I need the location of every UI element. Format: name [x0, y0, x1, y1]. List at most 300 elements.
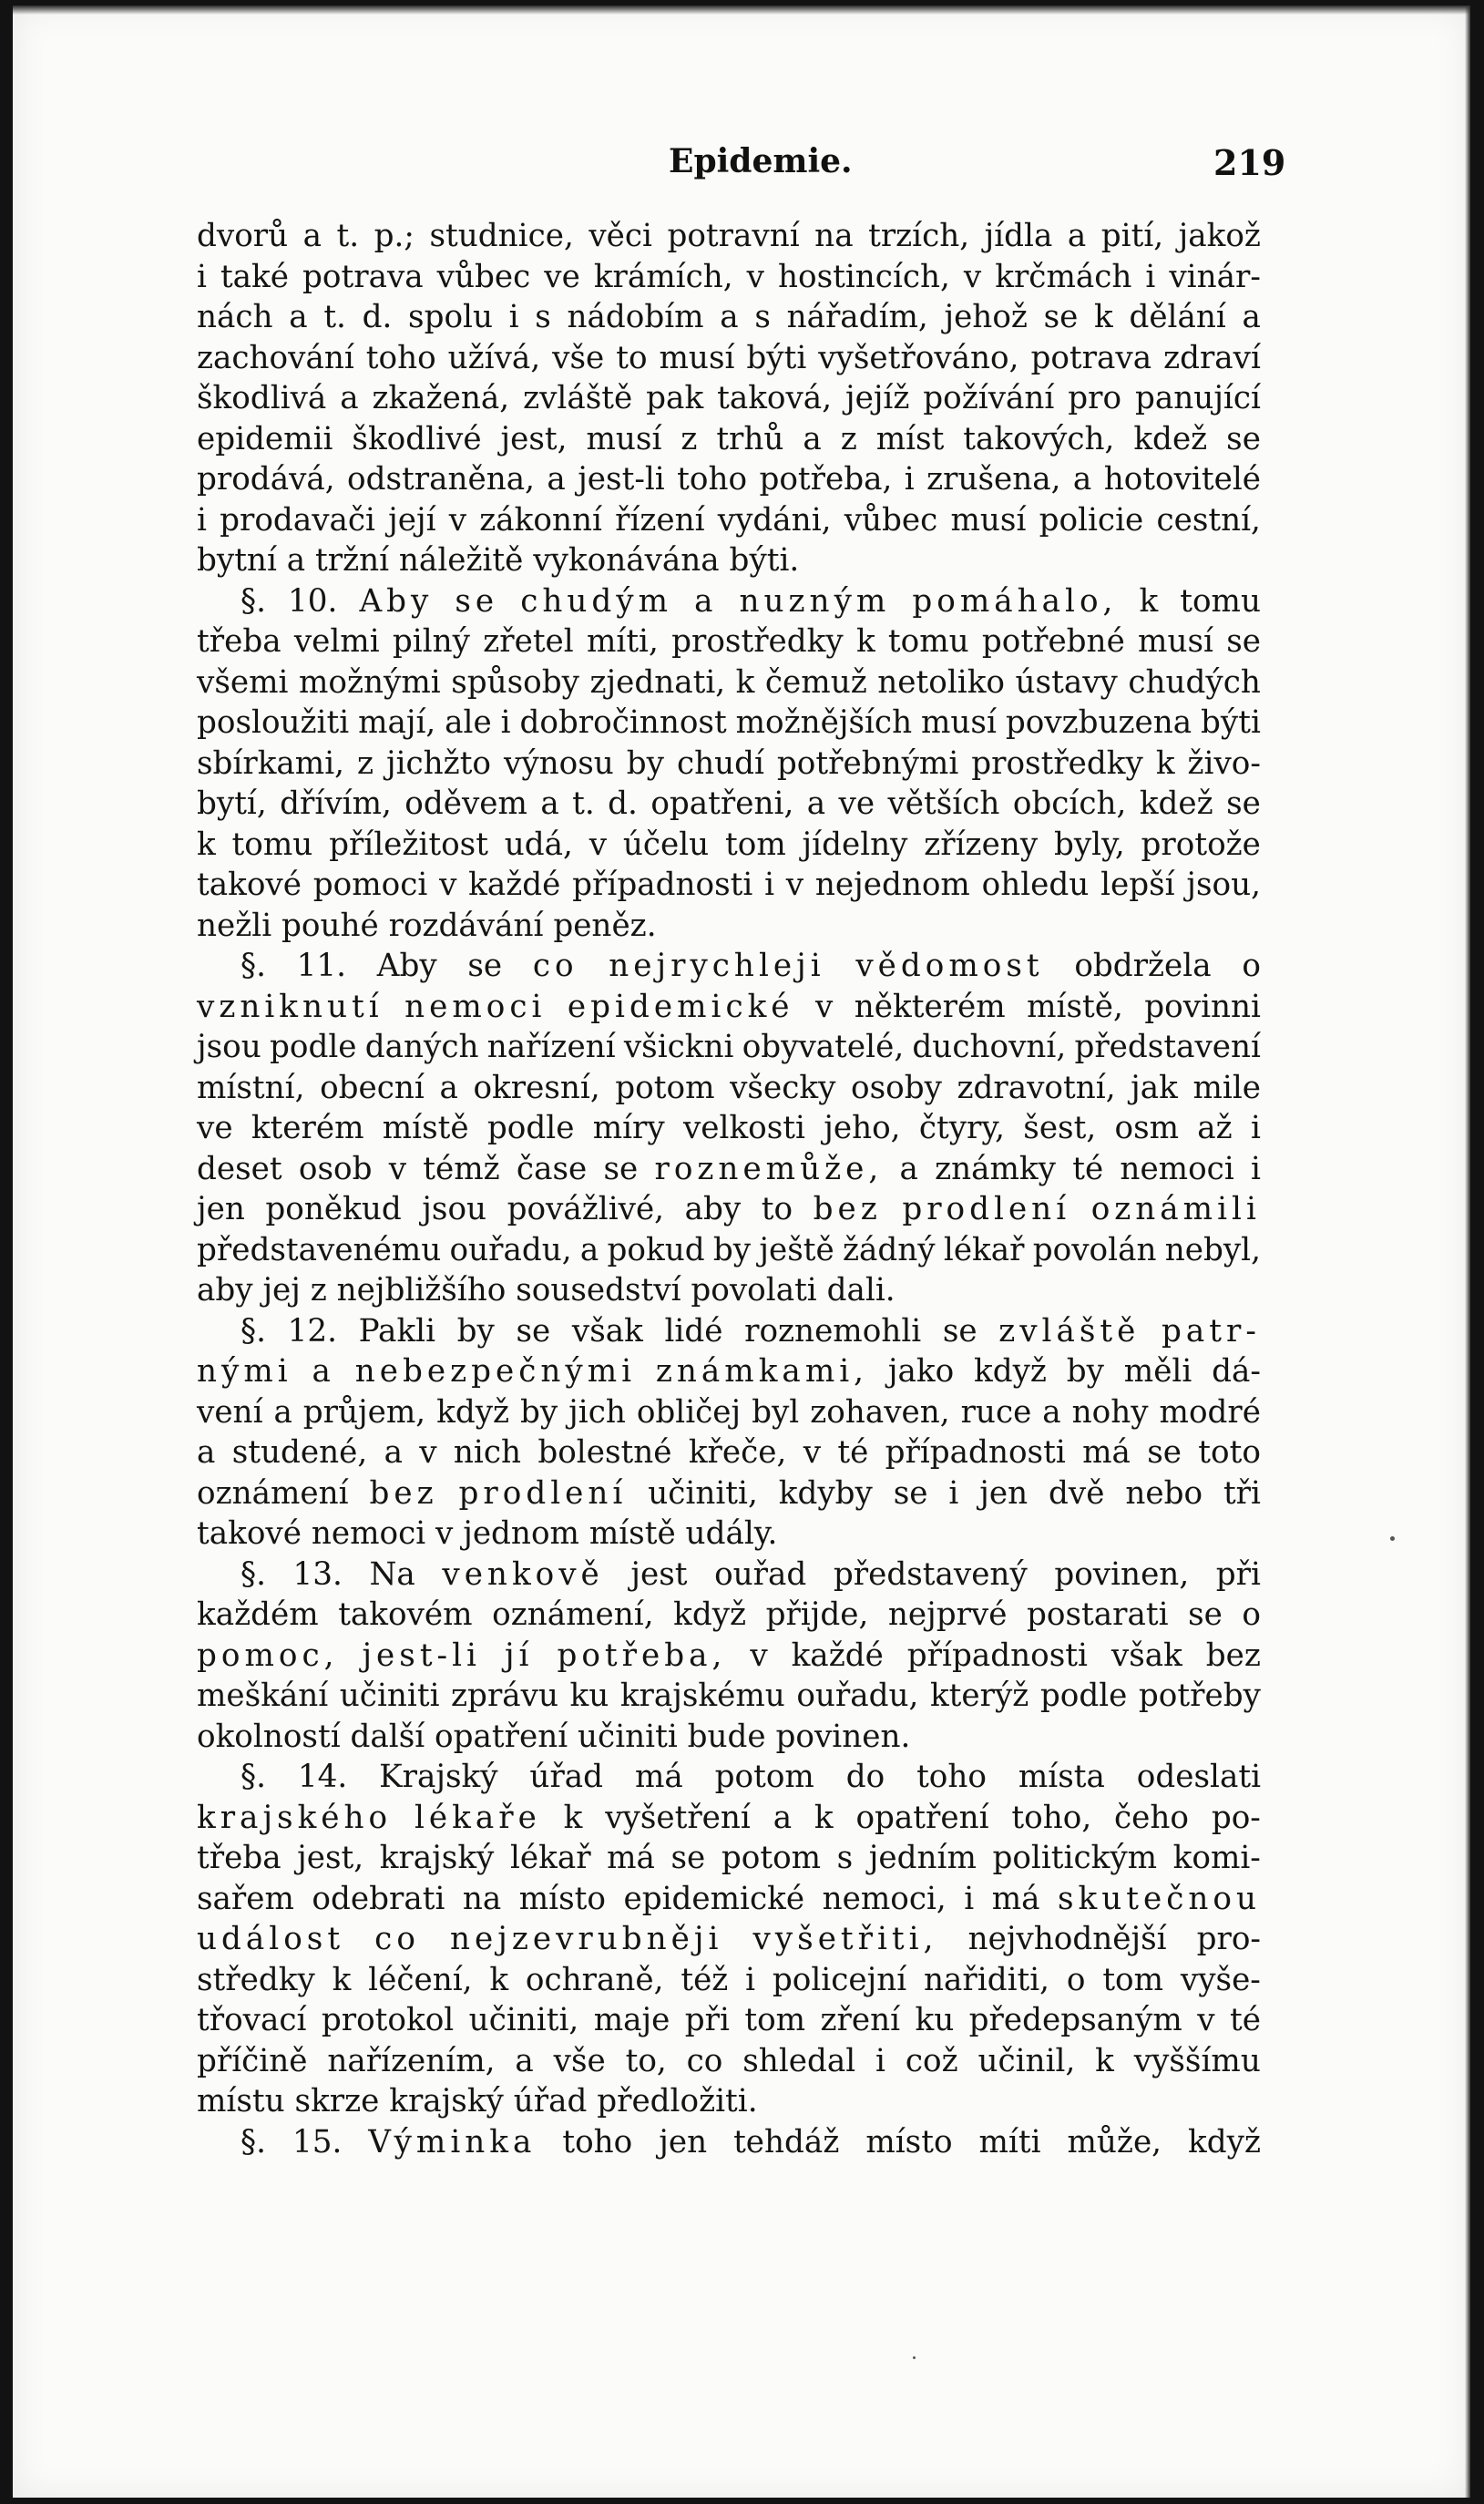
word: léčení,: [368, 1961, 473, 1998]
word: k: [814, 1799, 834, 1836]
text-line: [197, 1960, 1261, 2001]
text-line: [197, 419, 1261, 460]
word: jichžto: [385, 744, 492, 782]
word: toho: [916, 1759, 987, 1795]
speck-mark: [1390, 1536, 1395, 1541]
spaced-word: prodlení: [902, 1191, 1071, 1227]
word: vše: [553, 2042, 606, 2079]
word: potřeby: [1138, 1678, 1261, 1714]
word: povinen,: [1054, 1555, 1190, 1593]
word: možnějších: [735, 704, 913, 741]
word: podle: [269, 1029, 357, 1065]
word: policejní: [772, 1961, 907, 1998]
word: trzích,: [868, 218, 970, 254]
word: nařízení: [486, 1029, 616, 1065]
word: a: [1242, 299, 1261, 335]
word: nádobím: [567, 299, 704, 335]
spaced-word: a: [694, 582, 718, 620]
word: a: [384, 1434, 403, 1471]
word: Aby: [376, 948, 437, 984]
word: čeho: [1114, 1799, 1190, 1836]
word: sařem: [197, 1880, 294, 1917]
word: lékař: [509, 1840, 591, 1876]
word: opatření: [855, 1799, 989, 1836]
text-line: [197, 2000, 1261, 2041]
word: toho: [562, 2123, 633, 2160]
word: k: [197, 826, 216, 863]
word: až: [1197, 1110, 1233, 1146]
word: zdraví: [1163, 339, 1261, 376]
word: míry: [592, 1110, 665, 1146]
word: zprávu: [451, 1678, 559, 1714]
word: a: [302, 218, 322, 254]
spaced-word: potřeba,: [557, 1637, 727, 1674]
word: to,: [625, 2042, 667, 2079]
word: prodává,: [197, 461, 335, 498]
word: netoliko: [877, 663, 1005, 701]
spaced-word: lékaře: [414, 1799, 541, 1836]
word: a: [540, 785, 559, 822]
word: jako: [887, 1353, 955, 1390]
text-line: [197, 825, 1261, 866]
word: musí: [659, 339, 735, 376]
word: v: [439, 867, 457, 903]
word: ruce: [960, 1393, 1032, 1431]
word: potravní: [667, 218, 800, 254]
word: jak: [1131, 1069, 1178, 1106]
word: v: [448, 501, 467, 539]
word: ale: [445, 704, 492, 741]
word: studnice,: [429, 218, 574, 254]
word: bez: [1205, 1637, 1261, 1674]
word: v: [803, 1434, 822, 1471]
text-line: [197, 662, 1261, 703]
text-line: [197, 1351, 1261, 1392]
word: každém: [197, 1596, 319, 1633]
word: a: [1067, 218, 1087, 254]
word: krčmách: [995, 258, 1132, 295]
word: vůbec: [436, 258, 531, 295]
word: komi-: [1172, 1840, 1261, 1876]
word: ku: [915, 2002, 955, 2038]
word: i: [904, 461, 915, 498]
word: vyšetřováno,: [818, 339, 1019, 376]
spaced-word: Výminka: [368, 2123, 537, 2160]
word: jich: [568, 1393, 626, 1431]
word: se: [893, 1474, 928, 1512]
word: povinni: [1144, 988, 1261, 1025]
word: všecky: [730, 1069, 836, 1106]
word: a: [439, 1069, 458, 1106]
word: představený: [833, 1555, 1028, 1593]
word: místo: [865, 2123, 953, 2160]
word: v: [750, 1637, 768, 1674]
word: a: [773, 1799, 793, 1836]
text-line: [197, 1514, 1261, 1555]
word: povolán: [1032, 1231, 1157, 1268]
text-line: [197, 1555, 1261, 1596]
spaced-word: vzniknutí: [197, 988, 384, 1025]
body-text: [197, 216, 1261, 2162]
word: k: [1095, 2042, 1114, 2079]
word: když: [973, 1353, 1047, 1390]
word: učinil,: [977, 2042, 1076, 2079]
text-run: nežli pouhé rozdávání peněz.: [197, 907, 657, 944]
text-line: [197, 2081, 1261, 2122]
word: spůsoby: [451, 663, 579, 701]
word: zkažená,: [372, 380, 510, 416]
word: všemi: [197, 663, 289, 701]
word: v: [814, 988, 834, 1025]
word: roznemohli: [744, 1312, 922, 1349]
word: pro: [1068, 380, 1122, 416]
page-right-edge: [1465, 5, 1470, 2498]
text-line: [197, 216, 1261, 257]
spaced-word: nemoci: [404, 988, 547, 1025]
text-line: [197, 1919, 1261, 1960]
word: a: [340, 380, 359, 416]
word: chudých: [1128, 663, 1261, 701]
spaced-word: pomáhalo,: [912, 582, 1118, 620]
text-line: [197, 1798, 1261, 1839]
word: z: [840, 420, 857, 457]
word: jest,: [297, 1840, 364, 1876]
text-line: [197, 378, 1261, 419]
text-line: [197, 946, 1261, 987]
text-run: okolností další opatření učiniti bude povinen.: [197, 1718, 911, 1755]
word: měli: [1123, 1353, 1192, 1390]
word: byl: [752, 1393, 800, 1431]
word: prostředky: [971, 744, 1143, 782]
word: škodlivá: [197, 380, 327, 416]
word: má: [1082, 1434, 1131, 1471]
word: po-: [1211, 1799, 1261, 1836]
word: zachování: [197, 339, 354, 376]
word: žádný: [843, 1231, 936, 1268]
word: býti: [1201, 704, 1261, 741]
word: z: [357, 744, 374, 782]
word: §.: [241, 582, 266, 620]
word: ku: [569, 1678, 609, 1714]
word: obyvatelé,: [742, 1029, 905, 1065]
word: i: [1251, 1150, 1261, 1187]
text-line: [197, 1757, 1261, 1798]
word: protože: [1141, 826, 1261, 863]
spaced-word: nejzevrubněji: [449, 1921, 723, 1957]
word: shledal: [742, 2042, 856, 2079]
word: hostincích,: [777, 258, 950, 295]
book-page: [13, 5, 1470, 2498]
word: ve: [197, 1110, 233, 1146]
word: sbírkami,: [197, 744, 345, 782]
word: té: [837, 1434, 869, 1471]
word: čase: [516, 1150, 588, 1187]
word: má: [634, 1759, 683, 1795]
word: jejíž: [844, 380, 910, 416]
word: třeba: [197, 1840, 281, 1876]
word: v: [588, 826, 608, 863]
word: lékař: [943, 1231, 1025, 1268]
word: do: [845, 1759, 885, 1795]
running-title: Epidemie.: [669, 142, 853, 180]
word: jen: [979, 1474, 1029, 1512]
word: příležitost: [329, 826, 488, 863]
word: s: [535, 299, 551, 335]
word: jest,: [500, 420, 568, 457]
word: vše: [552, 339, 605, 376]
word: zdravotní,: [957, 1069, 1116, 1106]
word: §.: [241, 1312, 266, 1349]
word: místě,: [1027, 988, 1123, 1025]
word: osoby: [850, 1069, 942, 1106]
word: i: [875, 2042, 885, 2079]
word: s: [836, 1840, 854, 1876]
spaced-word: se: [455, 582, 499, 620]
word: učiniti,: [648, 1474, 758, 1512]
word: a: [1072, 461, 1092, 498]
word: hotovitelé: [1103, 461, 1261, 498]
spaced-word: Aby: [359, 582, 434, 620]
word: byly,: [1053, 826, 1125, 863]
word: jehož: [944, 299, 1028, 335]
spaced-word: vyšetřiti,: [752, 1921, 938, 1957]
word: nebyl,: [1164, 1231, 1261, 1268]
word: kterém: [251, 1110, 364, 1146]
text-line: [197, 500, 1261, 541]
word: odebrati: [312, 1880, 445, 1917]
word: kterýž: [929, 1678, 1029, 1714]
word: ochraně,: [525, 1961, 664, 1998]
word: d.: [608, 785, 638, 822]
word: na: [814, 218, 854, 254]
spaced-word: událost: [197, 1921, 345, 1957]
word: lepší: [1100, 867, 1175, 903]
text-run: bytní a tržní náležitě vykonávána býti.: [197, 542, 800, 579]
word: při: [1215, 1555, 1261, 1593]
word: obdržela: [1074, 948, 1212, 984]
text-line: [197, 1473, 1261, 1514]
word: zřízeny: [924, 826, 1039, 863]
word: odstraněna,: [347, 461, 536, 498]
spaced-word: roznemůže,: [654, 1150, 884, 1187]
word: 15.: [292, 2123, 343, 2160]
word: a: [579, 1231, 599, 1268]
word: prostředky: [671, 623, 844, 660]
word: se: [603, 1150, 639, 1187]
word: spolu: [408, 299, 493, 335]
word: a: [899, 1150, 918, 1187]
word: zvláště: [523, 380, 633, 416]
word: i: [1250, 1110, 1261, 1146]
word: jakož: [1178, 218, 1261, 254]
word: t.: [336, 218, 360, 254]
word: modré: [1159, 1393, 1261, 1431]
text-line: [197, 257, 1261, 298]
word: pomoci: [312, 867, 428, 903]
text-line: [197, 1432, 1261, 1473]
word: potom: [714, 1759, 814, 1795]
word: křeče,: [688, 1434, 787, 1471]
word: k: [489, 1961, 509, 1998]
word: udá,: [504, 826, 573, 863]
word: k: [332, 1961, 352, 1998]
word: však: [571, 1312, 643, 1349]
word: užívá,: [447, 339, 541, 376]
word: v: [963, 258, 982, 295]
word: též: [681, 1961, 729, 1998]
word: jen: [197, 1191, 245, 1227]
word: i: [745, 1961, 756, 1998]
word: každé: [468, 867, 561, 903]
word: ouřadu,: [796, 1678, 919, 1714]
word: trhů: [716, 420, 784, 457]
word: by: [520, 1393, 558, 1431]
text-line: [197, 459, 1261, 500]
text-line: [197, 784, 1261, 825]
word: případnosti: [906, 1637, 1088, 1674]
word: potrava: [1030, 339, 1152, 376]
word: má: [991, 1880, 1040, 1917]
word: taková,: [717, 380, 833, 416]
word: však: [1110, 1637, 1182, 1674]
word: tři: [1223, 1474, 1261, 1512]
word: povzbuzena: [1005, 704, 1192, 741]
word: ouřad: [714, 1555, 807, 1593]
spaced-word: venkově: [442, 1555, 604, 1593]
text-line: [197, 703, 1261, 744]
word: by: [626, 744, 664, 782]
word: §.: [241, 1555, 266, 1593]
spaced-word: oznámili: [1090, 1191, 1261, 1227]
text-run: takové nemoci v jednom místě udály.: [197, 1515, 778, 1552]
spaced-word: pomoc,: [197, 1637, 339, 1674]
text-line: [197, 1270, 1261, 1311]
text-line: [197, 744, 1261, 785]
word: pilný: [392, 623, 470, 660]
word: tom: [1102, 1961, 1164, 1998]
word: osob: [298, 1150, 373, 1187]
spaced-word: co: [374, 1921, 420, 1957]
word: představení: [1074, 1029, 1261, 1065]
word: může,: [1067, 2123, 1162, 2160]
word: Pakli: [358, 1312, 436, 1349]
word: 11.: [296, 948, 347, 984]
word: bolestné: [537, 1434, 672, 1471]
word: k: [855, 623, 875, 660]
text-line: [197, 2041, 1261, 2082]
text-line: [197, 906, 1261, 947]
word: 14.: [297, 1759, 348, 1795]
word: se: [516, 1312, 551, 1349]
word: potom: [615, 1069, 715, 1106]
word: by: [456, 1312, 495, 1349]
word: ouřadu,: [449, 1231, 572, 1268]
word: průjem,: [302, 1393, 426, 1431]
word: nejprvé: [887, 1596, 1008, 1633]
spaced-word: a: [312, 1353, 335, 1390]
word: a: [515, 2042, 534, 2079]
word: jsou,: [1186, 867, 1261, 903]
text-line: [197, 1149, 1261, 1190]
word: zřetel: [483, 623, 574, 660]
word: se: [942, 1312, 977, 1349]
word: nemoci,: [822, 1880, 947, 1917]
word: se: [670, 1840, 706, 1876]
word: oznámení: [197, 1474, 349, 1512]
word: zření: [820, 2002, 901, 2038]
word: pití,: [1100, 218, 1164, 254]
word: nohy: [1071, 1393, 1149, 1431]
spaced-word: známkami,: [655, 1353, 869, 1390]
word: řízení: [615, 501, 705, 539]
word: 10.: [288, 582, 338, 620]
word: poněkud: [265, 1191, 402, 1227]
word: čemuž: [764, 663, 867, 701]
word: i: [500, 704, 511, 741]
word: epidemické: [623, 1880, 805, 1917]
word: i: [508, 299, 519, 335]
word: potřeba,: [759, 461, 893, 498]
word: pak: [646, 380, 704, 416]
word: nich: [453, 1434, 522, 1471]
word: míti: [978, 2123, 1041, 2160]
spaced-word: bez: [813, 1191, 882, 1227]
word: případnosti: [572, 867, 753, 903]
word: místo: [518, 1880, 606, 1917]
word: kdež: [1139, 785, 1213, 822]
word: mají,: [358, 704, 436, 741]
word: jest: [630, 1555, 688, 1593]
word: osm: [1114, 1110, 1180, 1146]
word: ještě: [759, 1231, 834, 1268]
word: k: [1155, 744, 1175, 782]
word: i: [1145, 258, 1156, 295]
spaced-word: bez: [369, 1474, 438, 1512]
word: §.: [241, 948, 266, 984]
word: cestní,: [1156, 501, 1261, 539]
word: Na: [369, 1555, 415, 1593]
word: v: [746, 258, 764, 295]
word: středky: [197, 1961, 315, 1998]
word: duchovní,: [912, 1029, 1067, 1065]
word: požívání: [923, 380, 1055, 416]
word: toho,: [1011, 1799, 1092, 1836]
word: krámích,: [593, 258, 733, 295]
word: o: [1242, 1596, 1261, 1633]
word: takové: [197, 867, 302, 903]
word: velkosti: [682, 1110, 805, 1146]
word: v: [785, 867, 804, 903]
word: to: [761, 1191, 793, 1227]
word: toho: [365, 339, 436, 376]
word: krajský: [379, 1840, 495, 1876]
word: nejvhodnější: [967, 1921, 1167, 1957]
word: potom: [721, 1840, 822, 1876]
word: nářadím,: [786, 299, 928, 335]
word: k: [1139, 582, 1159, 620]
word: policie: [1039, 501, 1144, 539]
spaced-word: vědomost: [855, 948, 1044, 984]
word: věci: [588, 218, 652, 254]
word: v: [1197, 2002, 1215, 2038]
text-line: [197, 1392, 1261, 1433]
word: panující: [1135, 380, 1261, 416]
word: má: [607, 1840, 655, 1876]
word: všickni: [623, 1029, 734, 1065]
word: toto: [1198, 1434, 1261, 1471]
word: ve: [544, 258, 580, 295]
word: přijde,: [765, 1596, 869, 1633]
